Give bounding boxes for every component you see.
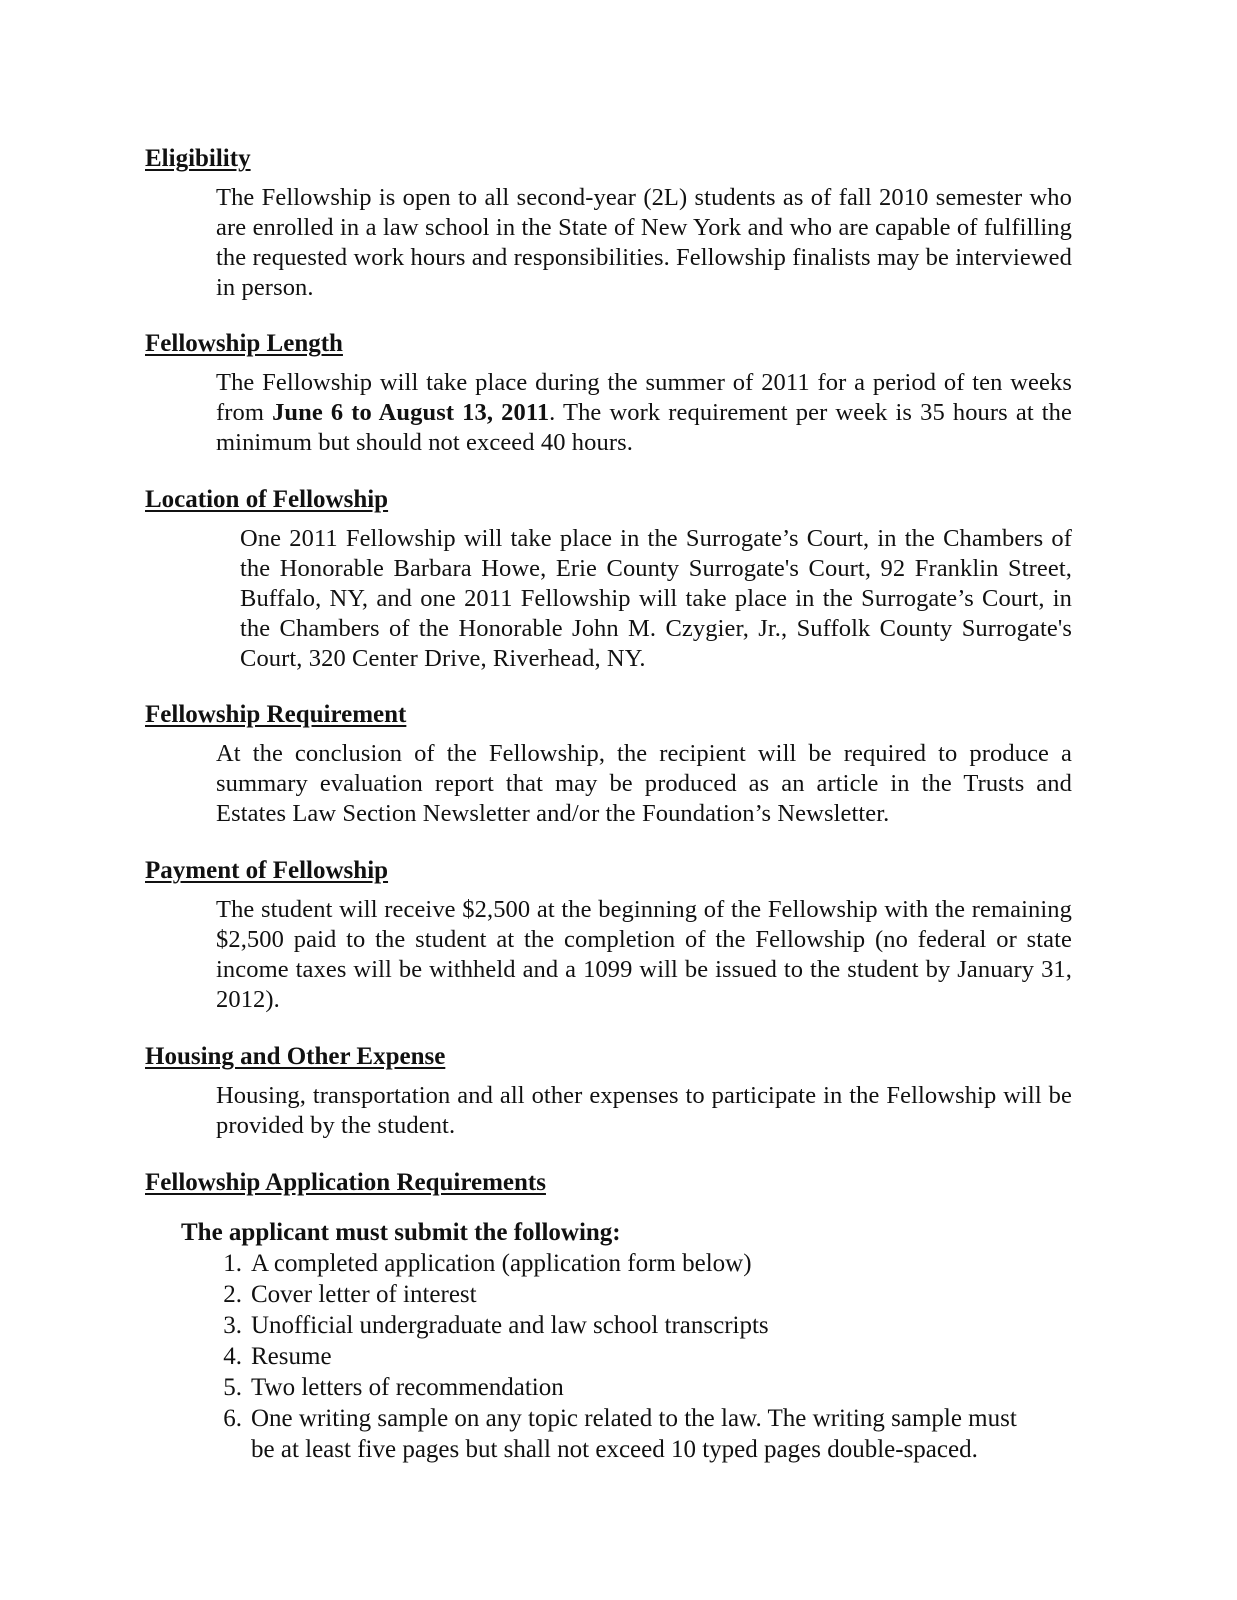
section-body-eligibility: The Fellowship is open to all second-year (2L) students as of fall 2010 semester who are enrolled in a law school in the State of New York and who are capable of fulfilling the requested work hours and responsibilities. Fellowship finalists may be interviewed in person. bbox=[216, 184, 1072, 301]
section-heading-location: Location of Fellowship bbox=[145, 486, 389, 513]
section-heading-payment: Payment of Fellowship bbox=[145, 857, 389, 884]
list-item-text: Resume bbox=[251, 1343, 332, 1370]
list-item-text: One writing sample on any topic related to the law. The writing sample must be at least five pages but shall not exceed 10 typed pages double-spaced. bbox=[251, 1405, 1017, 1463]
list-item-text: Unofficial undergraduate and law school transcripts bbox=[251, 1312, 769, 1339]
list-item-number: 4. bbox=[223, 1343, 242, 1370]
list-item bbox=[0, 1310, 1237, 1341]
section-body-location: One 2011 Fellowship will take place in the Surrogate’s Court, in the Chambers of the Honorable Barbara Howe, Erie County Surrogate's Court, 92 Franklin Street, Buffalo, NY, and one 2011 Fellowship will take place in the Surrogate’s Court, in the Chambers of the Honorable John M. Czygier, Jr., Suffolk County Surrogate's Court, 320 Center Drive, Riverhead, NY. bbox=[240, 525, 1072, 672]
section-body-fellowship-length bbox=[216, 368, 1072, 458]
length-text-before: The Fellowship will take place during the summer of 2011 for a period of ten weeks from bbox=[216, 369, 1072, 426]
section-heading-application-requirements: Fellowship Application Requirements bbox=[145, 1169, 546, 1196]
list-item-text: Two letters of recommendation bbox=[251, 1374, 564, 1401]
list-item-number: 3. bbox=[223, 1312, 242, 1339]
application-subheading: The applicant must submit the following: bbox=[181, 1219, 621, 1246]
list-item-number: 6. bbox=[223, 1405, 242, 1432]
section-heading-fellowship-length: Fellowship Length bbox=[145, 330, 343, 357]
section-body-payment: The student will receive $2,500 at the beginning of the Fellowship with the remaining $2,500 paid to the student at the completion of the Fellowship (no federal or state income taxes will be withheld and a 1099 will be issued to the student by January 31, 2012). bbox=[216, 896, 1072, 1013]
section-body-requirement: At the conclusion of the Fellowship, the recipient will be required to produce a summary evaluation report that may be produced as an article in the Trusts and Estates Law Section Newsletter and/or the Foundation’s Newsletter. bbox=[216, 740, 1072, 827]
list-item-number: 1. bbox=[223, 1250, 242, 1277]
section-heading-requirement: Fellowship Requirement bbox=[145, 701, 407, 728]
list-item bbox=[0, 1248, 1237, 1279]
application-requirements-list bbox=[0, 1248, 1237, 1465]
list-item bbox=[0, 1372, 1237, 1403]
list-item-number: 2. bbox=[223, 1281, 242, 1308]
list-item-text: Cover letter of interest bbox=[251, 1281, 477, 1308]
section-body-housing: Housing, transportation and all other expenses to participate in the Fellowship will be provided by the student. bbox=[216, 1082, 1072, 1139]
section-heading-eligibility: Eligibility bbox=[145, 145, 251, 172]
length-dates-bold: June 6 to August 13, 2011 bbox=[272, 399, 550, 426]
list-item bbox=[0, 1279, 1237, 1310]
list-item bbox=[0, 1403, 1237, 1465]
section-heading-housing: Housing and Other Expense bbox=[145, 1043, 446, 1070]
list-item-text: A completed application (application form below) bbox=[251, 1250, 752, 1277]
list-item-number: 5. bbox=[223, 1374, 242, 1401]
list-item bbox=[0, 1341, 1237, 1372]
length-text-after: . The work requirement per week is 35 hours at the minimum but should not exceed 40 hours. bbox=[216, 399, 1073, 456]
